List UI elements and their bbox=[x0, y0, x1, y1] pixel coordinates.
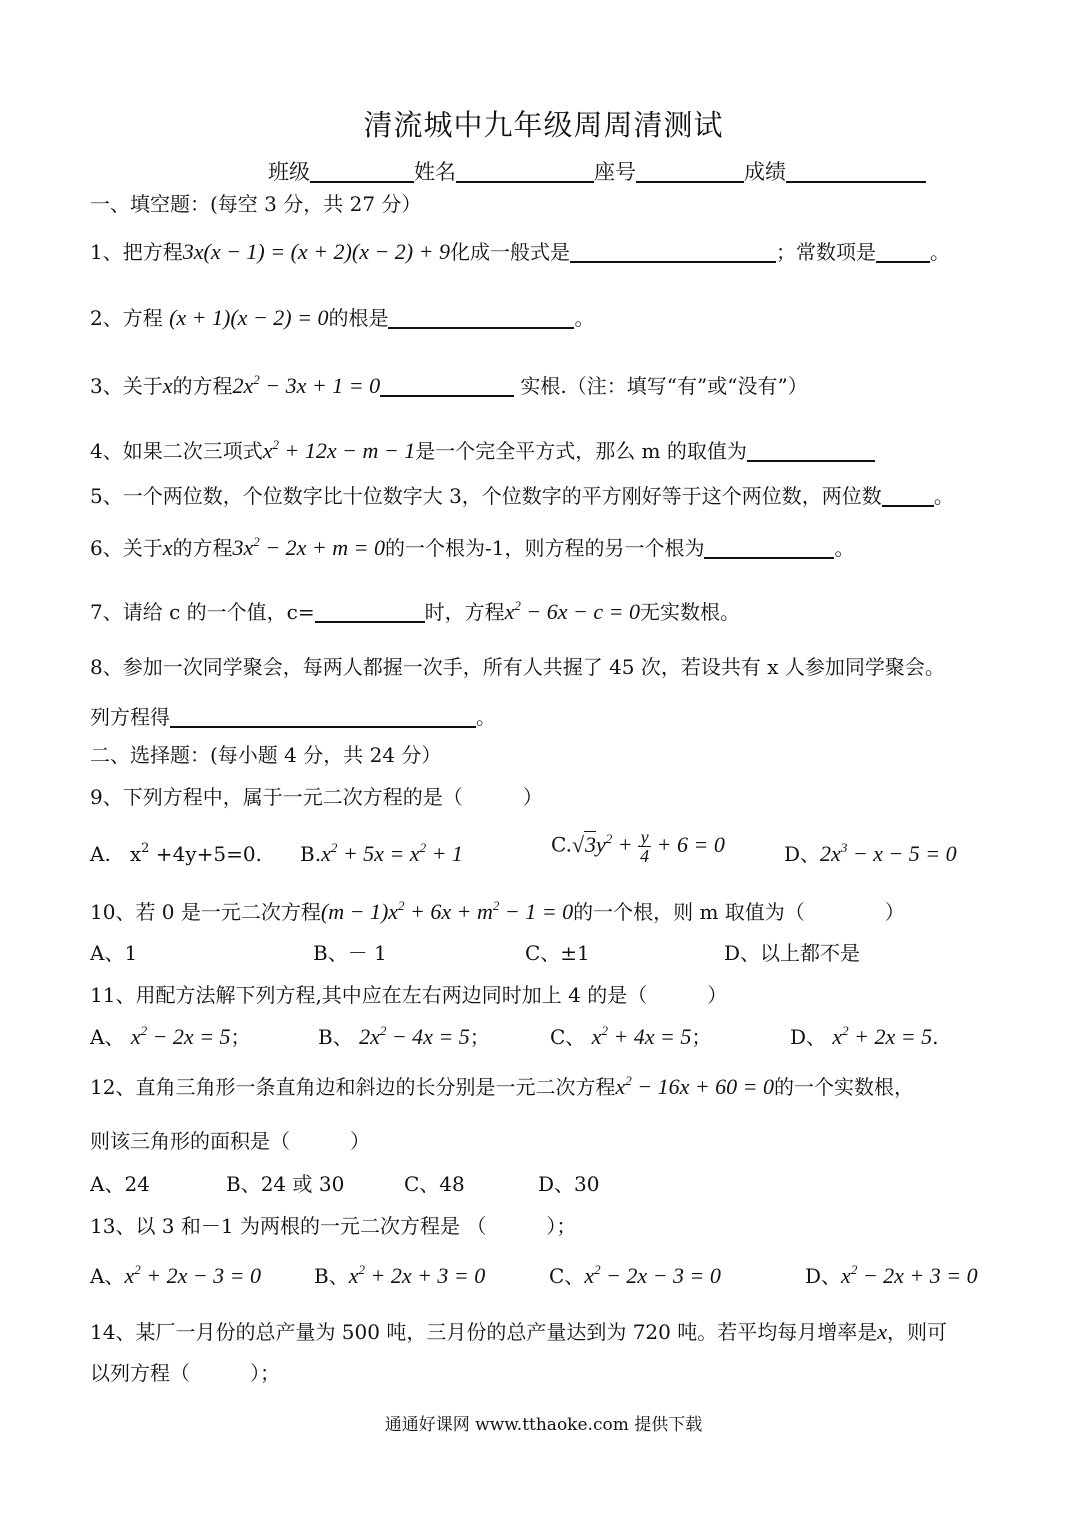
q11-b-label: B、 bbox=[318, 1025, 353, 1049]
q12-end: 的一个实数根， bbox=[774, 1075, 915, 1099]
q14-line1-text: 14、某厂一月份的总产量为 500 吨，三月份的总产量达到为 720 吨。若平均每月增率是 bbox=[90, 1320, 878, 1344]
q7-prefix: 7、请给 c 的一个值，c= bbox=[90, 600, 315, 624]
q1-mid: 化成一般式是 bbox=[449, 240, 570, 264]
q8-line2-prefix: 列方程得 bbox=[90, 705, 170, 729]
seat-label: 座号 bbox=[594, 160, 636, 184]
q13-d-label: D、 bbox=[805, 1264, 842, 1288]
student-info-row bbox=[268, 156, 926, 186]
class-label: 班级 bbox=[268, 160, 310, 184]
q4-blank[interactable] bbox=[747, 438, 875, 462]
q9-option-b[interactable] bbox=[300, 840, 463, 868]
q12-option-d[interactable]: D、30 bbox=[538, 1172, 600, 1196]
q5-text: 5、一个两位数，个位数字比十位数字大 3，个位数字的平方刚好等于这个两位数，两位数 bbox=[90, 484, 882, 508]
q13-b-math: $x^2 + 2x + 3 = 0$ bbox=[348, 1262, 486, 1288]
question-12-line1 bbox=[90, 1073, 914, 1101]
q6-blank[interactable] bbox=[704, 535, 834, 559]
q8-blank[interactable] bbox=[170, 704, 476, 728]
q9-c-math: $√3y^2$ + $\frac{y}{4}$ + 6 = 0 bbox=[571, 827, 725, 866]
q11-option-a[interactable]: A、 $x^2 - 2x = 5$； bbox=[90, 1023, 251, 1049]
q3-mid: 的方程 bbox=[172, 374, 233, 398]
q9-b-label: B. bbox=[300, 842, 322, 866]
q12-option-c[interactable]: C、48 bbox=[404, 1172, 465, 1196]
q13-option-b[interactable] bbox=[314, 1262, 485, 1290]
q3-prefix: 3、关于 bbox=[90, 374, 163, 398]
q1-prefix: 1、把方程 bbox=[90, 240, 183, 264]
q1-end: 。 bbox=[929, 240, 950, 264]
q9-c-label: C. bbox=[551, 832, 572, 857]
q1-mid2: ；常数项是 bbox=[775, 240, 876, 264]
question-12-line2: 则该三角形的面积是（ ） bbox=[90, 1129, 370, 1153]
name-label: 姓名 bbox=[414, 160, 456, 184]
q4-expression: $x^2 + 12x - m - 1$ bbox=[262, 437, 416, 463]
q13-d-math: $x^2 - 2x + 3 = 0$ bbox=[841, 1262, 978, 1288]
question-2 bbox=[90, 304, 594, 332]
q13-a-label: A、 bbox=[90, 1264, 125, 1288]
q9-b-math: $x^2 + 5x = x^2 + 1$ bbox=[321, 840, 463, 866]
q4-mid: 是一个完全平方式，那么 m 的取值为 bbox=[415, 439, 747, 463]
q10-option-c[interactable]: C、±1 bbox=[525, 941, 590, 965]
question-1 bbox=[90, 238, 950, 266]
q11-a-math: $x^2 - 2x = 5$ bbox=[130, 1023, 231, 1049]
q11-option-b[interactable]: B、 $2x^2 - 4x = 5$； bbox=[318, 1023, 490, 1049]
name-blank[interactable] bbox=[456, 159, 594, 183]
q10-prefix: 10、若 0 是一元二次方程 bbox=[90, 900, 321, 924]
q11-option-d[interactable]: D、 $x^2 + 2x = 5$. bbox=[790, 1023, 939, 1049]
q2-equation: (x + 1)(x − 2) = 0 bbox=[169, 305, 329, 330]
question-9-stem: 9、下列方程中，属于一元二次方程的是（ ） bbox=[90, 785, 543, 809]
section1-heading: 一、填空题：(每空 3 分，共 27 分） bbox=[90, 192, 422, 216]
question-4 bbox=[90, 437, 875, 465]
q10-end: 的一个根，则 m 取值为（ ） bbox=[573, 900, 905, 924]
q9-option-c[interactable] bbox=[551, 828, 725, 865]
q9-option-a[interactable] bbox=[90, 840, 262, 868]
q1-blank-constant[interactable] bbox=[876, 239, 930, 263]
q13-c-math: $x^2 - 2x - 3 = 0$ bbox=[584, 1262, 721, 1288]
q9-d-label: D、 bbox=[784, 842, 821, 866]
class-blank[interactable] bbox=[310, 159, 414, 183]
q9-a-label: A. bbox=[90, 842, 111, 866]
q1-blank-general-form[interactable] bbox=[570, 239, 776, 263]
q10-equation: $(m - 1)x^2 + 6x + m^2 - 1 = 0$ bbox=[320, 898, 574, 924]
q11-a-label: A、 bbox=[90, 1025, 125, 1049]
q6-end: 。 bbox=[834, 536, 855, 560]
page-title: 清流城中九年级周周清测试 bbox=[363, 108, 724, 142]
q5-end: 。 bbox=[933, 484, 954, 508]
q13-option-a[interactable] bbox=[90, 1262, 261, 1290]
q6-mid: 的方程 bbox=[172, 536, 233, 560]
q9-a-math: $x^2 +4y+5=0$. bbox=[129, 841, 262, 866]
q9-d-math: $2x^3 - x - 5 = 0$ bbox=[820, 840, 957, 866]
q2-blank[interactable] bbox=[388, 305, 574, 329]
q5-blank[interactable] bbox=[882, 483, 934, 507]
question-7 bbox=[90, 598, 740, 626]
q12-prefix: 12、直角三角形一条直角边和斜边的长分别是一元二次方程 bbox=[90, 1075, 616, 1099]
question-14-line1 bbox=[90, 1318, 947, 1346]
q6-prefix: 6、关于 bbox=[90, 536, 163, 560]
question-5 bbox=[90, 482, 954, 510]
q6-var: x bbox=[162, 535, 173, 560]
q3-end: 实根.（注：填写“有”或“没有”） bbox=[514, 374, 808, 398]
q11-option-c[interactable]: C、 $x^2 + 4x = 5$； bbox=[550, 1023, 712, 1049]
q3-blank[interactable] bbox=[380, 373, 514, 397]
q6-mid2: 的一个根为-1，则方程的另一个根为 bbox=[384, 536, 705, 560]
question-11-stem: 11、用配方法解下列方程,其中应在左右两边同时加上 4 的是（ ） bbox=[90, 983, 728, 1007]
q3-var: x bbox=[162, 373, 173, 398]
section2-heading: 二、选择题：(每小题 4 分，共 24 分） bbox=[90, 743, 442, 767]
q7-equation: $x^2 - 6x - c = 0$ bbox=[504, 598, 640, 624]
q13-option-c[interactable] bbox=[549, 1262, 721, 1290]
q13-a-math: $x^2 + 2x - 3 = 0$ bbox=[124, 1262, 262, 1288]
question-10-stem bbox=[90, 898, 905, 926]
q12-option-a[interactable]: A、24 bbox=[90, 1172, 150, 1196]
q2-prefix: 2、方程 bbox=[90, 306, 170, 330]
q12-equation: $x^2 - 16x + 60 = 0$ bbox=[615, 1073, 775, 1099]
q2-end: 。 bbox=[574, 306, 595, 330]
q9-option-d[interactable] bbox=[784, 840, 957, 868]
q7-end: 无实数根。 bbox=[639, 600, 740, 624]
q14-var: x bbox=[877, 1319, 887, 1344]
q12-option-b[interactable]: B、24 或 30 bbox=[226, 1172, 345, 1196]
q11-b-math: $2x^2 - 4x = 5$ bbox=[359, 1023, 470, 1049]
q13-option-d[interactable] bbox=[805, 1262, 978, 1290]
q1-equation: 3x(x − 1) = (x + 2)(x − 2) + 9 bbox=[182, 239, 450, 264]
q2-mid: 的根是 bbox=[328, 306, 389, 330]
question-6 bbox=[90, 534, 854, 562]
q11-d-label: D、 bbox=[790, 1025, 827, 1049]
q7-blank[interactable] bbox=[315, 599, 425, 623]
question-8-line2 bbox=[90, 703, 496, 731]
q11-d-math: $x^2 + 2x = 5$ bbox=[832, 1023, 933, 1049]
question-13-stem: 13、以 3 和－1 为两根的一元二次方程是 （ ）； bbox=[90, 1214, 577, 1238]
q13-c-label: C、 bbox=[549, 1264, 585, 1288]
seat-blank[interactable] bbox=[636, 159, 744, 183]
question-8-line1: 8、参加一次同学聚会，每两人都握一次手，所有人共握了 45 次，若设共有 x 人参加同学聚会。 bbox=[90, 655, 945, 679]
footer-source: 通通好课网 www.tthaoke.com 提供下载 bbox=[384, 1415, 703, 1435]
q14-line1-end: ，则可 bbox=[887, 1320, 947, 1344]
q3-equation: $2x^2 - 3x + 1 = 0$ bbox=[232, 372, 381, 398]
q10-option-b[interactable]: B、－ 1 bbox=[313, 941, 387, 965]
q11-c-label: C、 bbox=[550, 1025, 586, 1049]
q7-mid: 时，方程 bbox=[424, 600, 505, 624]
q11-c-math: $x^2 + 4x = 5$ bbox=[591, 1023, 692, 1049]
question-3 bbox=[90, 372, 808, 400]
score-label: 成绩 bbox=[744, 160, 786, 184]
q13-b-label: B、 bbox=[314, 1264, 349, 1288]
q6-equation: $3x^2 - 2x + m = 0$ bbox=[232, 534, 385, 560]
q10-option-d[interactable]: D、以上都不是 bbox=[724, 941, 861, 965]
q8-end: 。 bbox=[476, 705, 496, 729]
q4-prefix: 4、如果二次三项式 bbox=[90, 439, 263, 463]
question-14-line2: 以列方程（ ）； bbox=[90, 1361, 280, 1385]
q10-option-a[interactable]: A、1 bbox=[90, 941, 138, 965]
score-blank[interactable] bbox=[786, 159, 926, 183]
